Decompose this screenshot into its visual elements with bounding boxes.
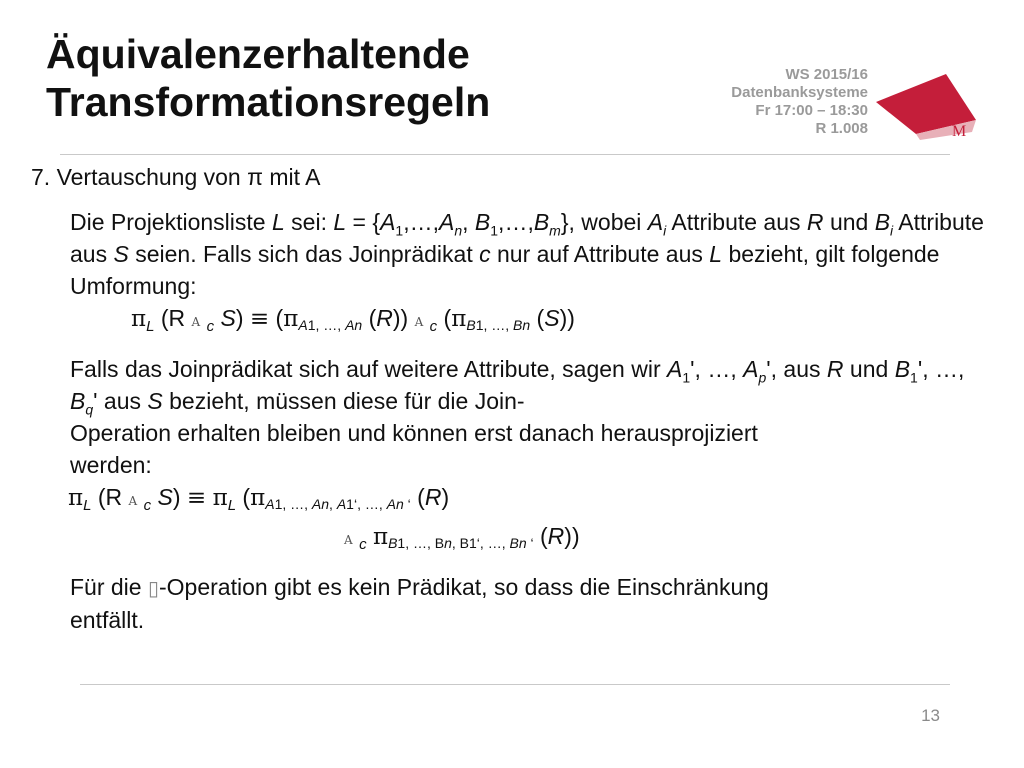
formula-2-line-2: A $_c$ πB1, …, Bn, B1‘, …, Bn ‘ (R)) [344, 523, 580, 553]
section-heading: 7. Vertauschung von π mit A [31, 164, 321, 190]
paragraph-projection-list: Die Projektionsliste L sei: $L = \{A_1,\dots,A_n$, $B_1,\dots,B_m$}, wobei $A_i$ Attribute aus R und $B_i$ Attribute aus S seien. Falls sich das Joinprädikat c nur auf Attribute aus L bezieht, gilt folgende Umformung: [70, 209, 984, 299]
course-room: R 1.008 [815, 120, 868, 137]
footer-divider [80, 684, 950, 685]
formula-1: $\pi_L$ (R A $_c$ S) ≡ (πA1, …, An (R)) A $_c$ (πB1, …, Bn (S)) [131, 305, 575, 335]
paragraph-cross-product: Für die ▯-Operation gibt es kein Prädikat, so dass die Einschränkung entfällt. [70, 574, 769, 633]
course-name: Datenbanksysteme [731, 84, 868, 101]
course-time: Fr 17:00 – 18:30 [755, 102, 868, 119]
slide-body [70, 206, 990, 636]
university-logo [876, 72, 986, 152]
header-divider [60, 154, 950, 155]
page-number: 13 [921, 706, 940, 725]
logo-letter: M [952, 123, 967, 140]
course-info [650, 66, 868, 138]
slide-title [46, 30, 490, 126]
course-term: WS 2015/16 [785, 66, 868, 83]
formula-2-line-1: $\pi_L$ (R A $_c$ $S) \equiv \pi_L$ (πA1, …, An, A1‘, …, An ‘ (R) [68, 484, 450, 514]
paragraph-join-predicate: Falls das Joinprädikat sich auf weitere Attribute, sagen wir $A_1'$, …, $A_p'$, aus R und $B_1'$, …, $B_q'$ aus S bezieht, müssen diese für die Join- Operation erhalten bleiben und können erst danach herausprojiziert werden: [70, 356, 965, 478]
title-line-2: Transformationsregeln [46, 79, 491, 125]
title-line-1: Äquivalenzerhaltende [46, 31, 470, 77]
